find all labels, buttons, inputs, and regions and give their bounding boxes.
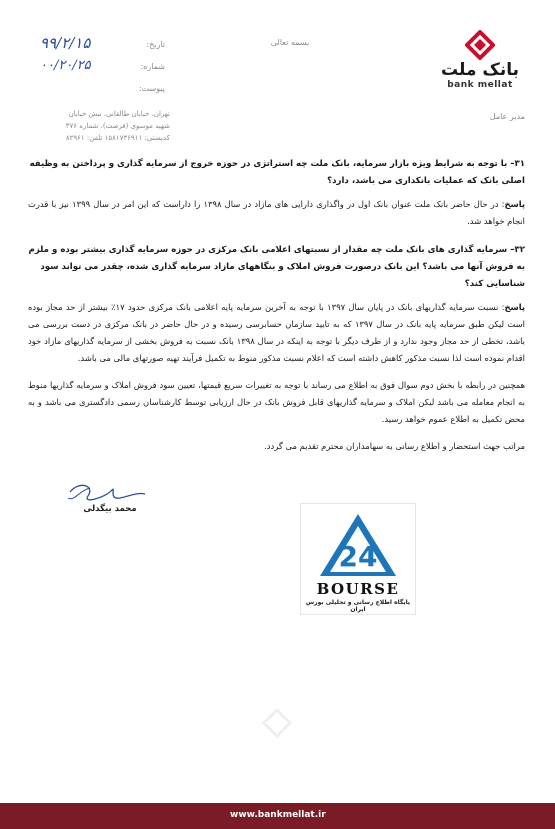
letter-body (28, 156, 525, 455)
answer-32 (28, 299, 525, 367)
bourse-brand: BOURSE (316, 580, 400, 598)
date-label: تاریخ: (146, 40, 165, 49)
footer-bar (0, 803, 555, 829)
answer-text: : در حال حاضر بانک ملت عنوان بانک اول در واگذاری دارایی های مازاد در سال ۱۳۹۸ را داراست که این امر در سال ۱۳۹۹ نیز با قدرت انجام خواهد شد. (28, 199, 525, 226)
answer-31 (28, 196, 525, 230)
bank-name-en: bank mellat (447, 80, 513, 90)
bourse-tagline: پایگاه اطلاع رسانی و تحلیلی بورس ایران (305, 599, 411, 613)
handwritten-number: ۰۰/۲۰/۲۵ (40, 58, 91, 73)
address-line: کدپستی: ۱۵۸۱۷۳۶۹۱۱ تلفن: ۸۲۹۶۱ (65, 134, 170, 142)
bank-mellat-emblem-icon (465, 30, 495, 60)
bourse24-emblem-icon (318, 512, 398, 578)
address-line: تهران، خیابان طالقانی، نبش خیابان (68, 110, 170, 118)
faint-bank-emblem-icon (262, 708, 292, 738)
answer-label: پاسخ (504, 199, 525, 209)
signatory-name: محمد بیگدلی (83, 504, 137, 514)
bank-logo (430, 30, 530, 100)
signatory-title: مدیر عامل (489, 112, 525, 121)
bourse24-watermark (300, 503, 416, 615)
paragraph-followup: همچنین در رابطه با بخش دوم سوال فوق به اطلاع می رساند با توجه به تغییرات سریع قیمتها، تعیین سود فروش املاک و سرمایه گذاریها منوط به انجام معامله می باشد لیکن املاک و سرمایه گذاریهای قابل فروش بانک در حال ارزیابی توسط کارشناسان رسمی دادگستری می باشد و به محض تکمیل به اطلاع عموم خواهد رسید. (28, 380, 525, 424)
basmala: بسمه تعالی (270, 38, 310, 47)
question-32: ۳۲– سرمایه گذاری های بانک ملت چه مقدار از نسبتهای اعلامی بانک مرکزی در حوزه سرمایه گذاری بیشتر بوده و ملزم به فروش آنها می باشد؟ این بانک درصورت فروش املاک و بنگاههای مازاد سرمایه گذاری شده، چقدر می تواند سود شناسایی کند؟ (28, 245, 525, 289)
footer-website[interactable]: www.bankmellat.ir (230, 810, 326, 820)
answer-label: پاسخ (504, 302, 525, 312)
address-block (45, 108, 170, 144)
answer-text: : نسبت سرمایه گذاریهای بانک در پایان سال ۱۳۹۷ با توجه به آخرین سرمایه پایه اعلامی بانک مرکزی حدود ۱۷٪ بیشتر از حد مجاز بوده است لیکن طبق سرمایه پایه بانک در سال ۱۳۹۷ که به تایید سازمان حسابرسی رسیده و در حال حاضر در بانک مرکزی در دست بررسی می باشد، تخطی از حد مجاز وجود ندارد و از طرف دیگر با توجه به اینکه در سال ۱۳۹۸ بانک نسبت به فروش بخشی از سرمایه گذاریهای مازاد خود اقدام نموده است لذا نسبت مذکور کاهش داشته است که اعلام نسبت مذکور منوط به تکمیل فرآیند تهیه صورتهای مالی می باشد. (28, 302, 525, 363)
closing-line: مراتب جهت استحضار و اطلاع رسانی به سهامداران محترم تقدیم می گردد. (264, 441, 525, 451)
handwritten-date: ۹۹/۲/۱۵ (40, 34, 91, 52)
signature-block (50, 478, 160, 528)
number-label: شماره: (140, 62, 165, 71)
bourse24-numeral: 24 (338, 540, 378, 573)
attachment-label: پیوست: (138, 84, 165, 93)
address-line: شهید موسوی (فرصت)، شماره ۳۷۶ (65, 122, 170, 130)
bank-name-fa: بانک ملت (441, 60, 519, 80)
question-31: ۳۱– با توجه به شرایط ویژه بازار سرمایه، بانک ملت چه استراتژی در حوزه خروج از سرمایه گذاری و پرداختن به وظیفه اصلی بانک که عملیات بانکداری می باشد، دارد؟ (29, 159, 525, 186)
